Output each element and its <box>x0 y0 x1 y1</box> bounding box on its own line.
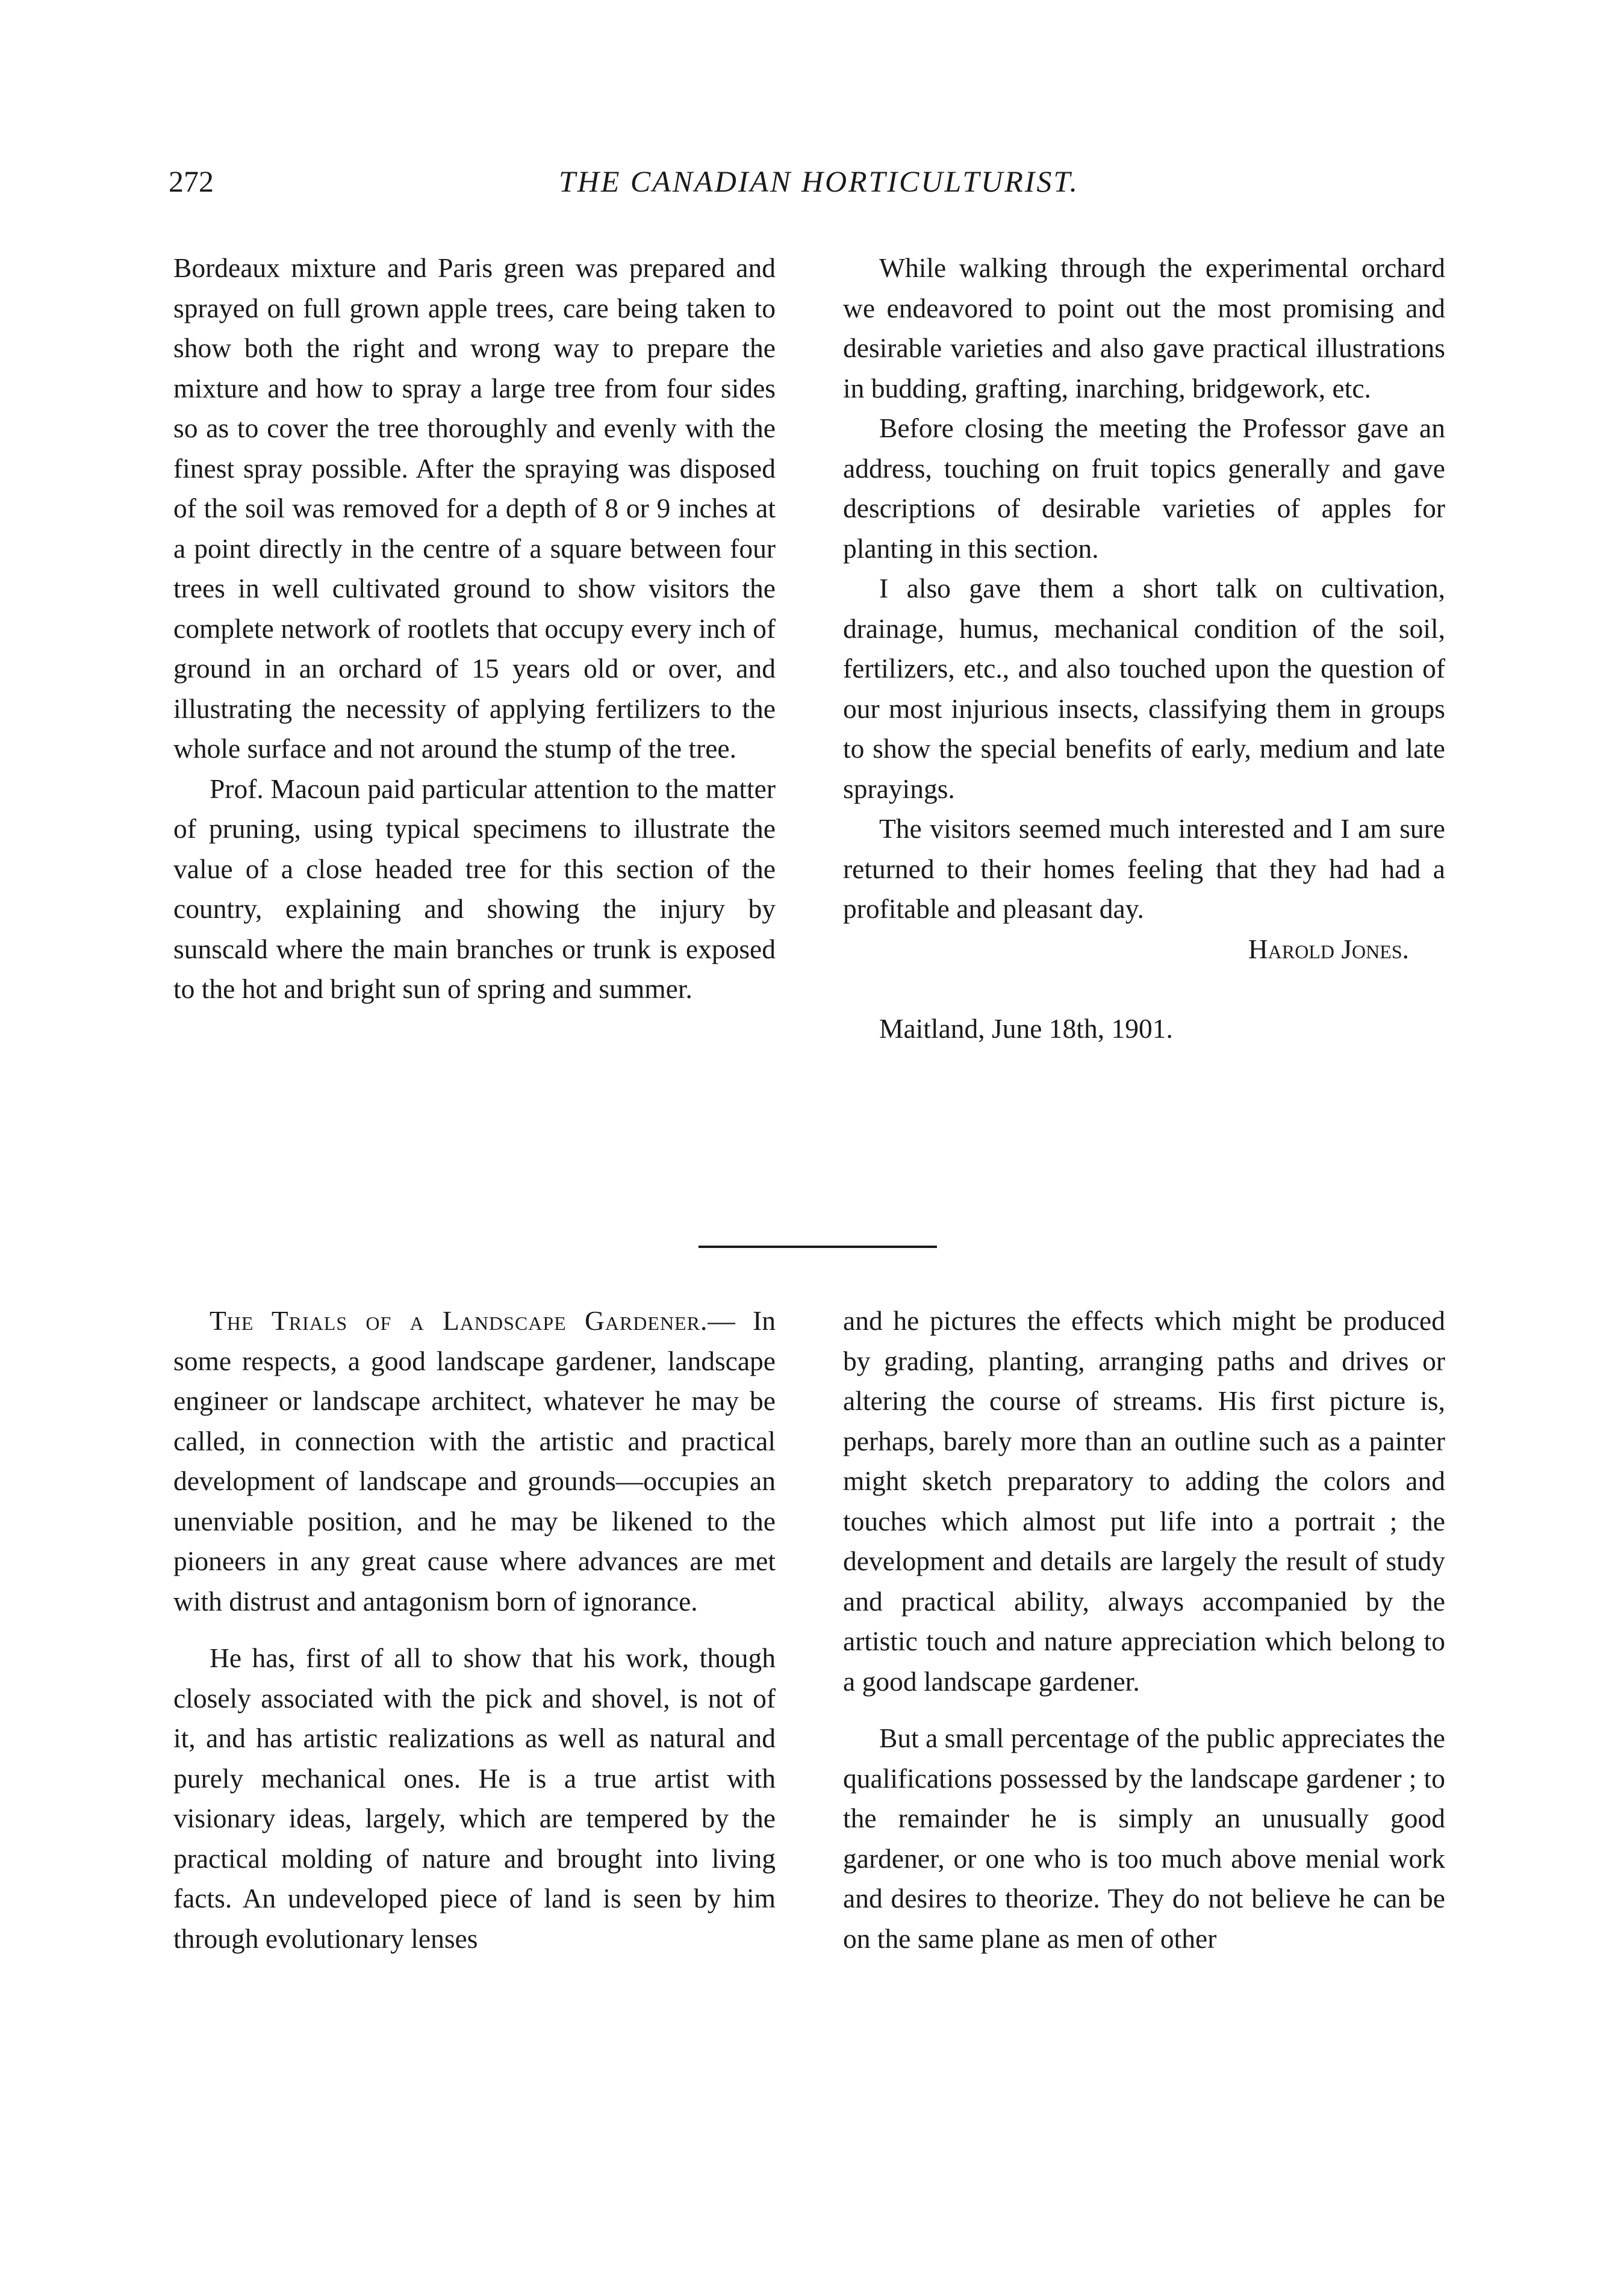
article1-paragraph: The visitors seemed much interested and I am sure returned to their homes feeling that they had had a profitable and pleasant day. <box>843 813 1445 924</box>
article2-right-column <box>843 1301 1445 1959</box>
article1-paragraph: Bordeaux mixture and Paris green was prepared and sprayed on full grown apple trees, care being taken to show both the right and wrong way to prepare the mixture and how to spray a large tree from four sides so as to cover the tree thoroughly and evenly with the finest spray possible. After the spraying was disposed of the soil was removed for a depth of 8 or 9 inches at a point directly in the centre of a square between four trees in well cultivated ground to show visitors the complete network of rootlets that occupy every inch of ground in an orchard of 15 years old or over, and illustrating the necessity of applying fertilizers to the whole surface and not around the stump of the tree. <box>173 252 776 764</box>
article2-paragraph: He has, first of all to show that his work, though closely associated with the pick and shovel, is not of it, and has artistic realizations as well as natural and purely mechanical ones. He is a true artist with visionary ideas, largely, which are tempered by the practical molding of nature and brought into living facts. An undeveloped piece of land is seen by him through evolutionary lenses <box>173 1642 776 1954</box>
page-header <box>169 164 1469 206</box>
page-number: 272 <box>169 164 214 198</box>
article2-heading: The Trials of a Landscape Gardener. <box>210 1305 708 1336</box>
signature: Harold Jones. <box>1248 933 1409 964</box>
article1-right-column <box>843 248 1445 1049</box>
article2-paragraph: But a small percentage of the public appreciates the qualifications possessed by the landscape gardener ; to the remainder he is simply an unusually good gardener, or one who is too much above menial work and desires to theorize. They do not believe he can be on the same plane as men of other <box>843 1723 1445 1954</box>
article2-first-paragraph <box>173 1301 776 1621</box>
running-title: THE CANADIAN HORTICULTURIST. <box>558 164 1080 198</box>
article2-first-paragraph-text: — In some respects, a good landscape gardener, landscape engineer or landscape architect, whatever he may be called, in connection with the artistic and practical development of landscape and grounds—occupies an unenviable position, and he may be likened to the pioneers in any great cause where advances are met with distrust and antagonism born of ignorance. <box>173 1305 776 1617</box>
article1-paragraph: While walking through the experimental orchard we endeavored to point out the most promising and desirable varieties and also gave practical illustrations in budding, grafting, inarching, bridgework, etc. <box>843 252 1445 404</box>
article2-paragraph: and he pictures the effects which might be produced by grading, planting, arranging paths and drives or altering the course of streams. His first picture is, perhaps, barely more than an outline such as a painter might sketch preparatory to adding the colors and touches which almost put life into a portrait ; the development and details are largely the result of study and practical ability, always accompanied by the artistic touch and nature appreciation which belong to a good landscape gardener. <box>843 1305 1445 1697</box>
article1-paragraph: Prof. Macoun paid particular attention to the matter of pruning, using typical specimens to illustrate the value of a close headed tree for this section of the country, explaining and showing the injury by sunscald where the main branches or trunk is exposed to the hot and bright sun of spring and summer. <box>173 773 776 1004</box>
article1-paragraph: Before closing the meeting the Professor gave an address, touching on fruit topics generally and gave descriptions of desirable varieties of apples for planting in this section. <box>843 413 1445 564</box>
dateline: Maitland, June 18th, 1901. <box>879 1013 1173 1044</box>
article2-left-column <box>173 1301 776 1959</box>
article1-left-column <box>173 248 776 1009</box>
article1-paragraph: I also gave them a short talk on cultivation, drainage, humus, mechanical condition of the soil, fertilizers, etc., and also touched upon the question of our most injurious insects, classifying them in groups to show the special benefits of early, medium and late sprayings. <box>843 573 1445 804</box>
section-divider <box>699 1246 937 1248</box>
